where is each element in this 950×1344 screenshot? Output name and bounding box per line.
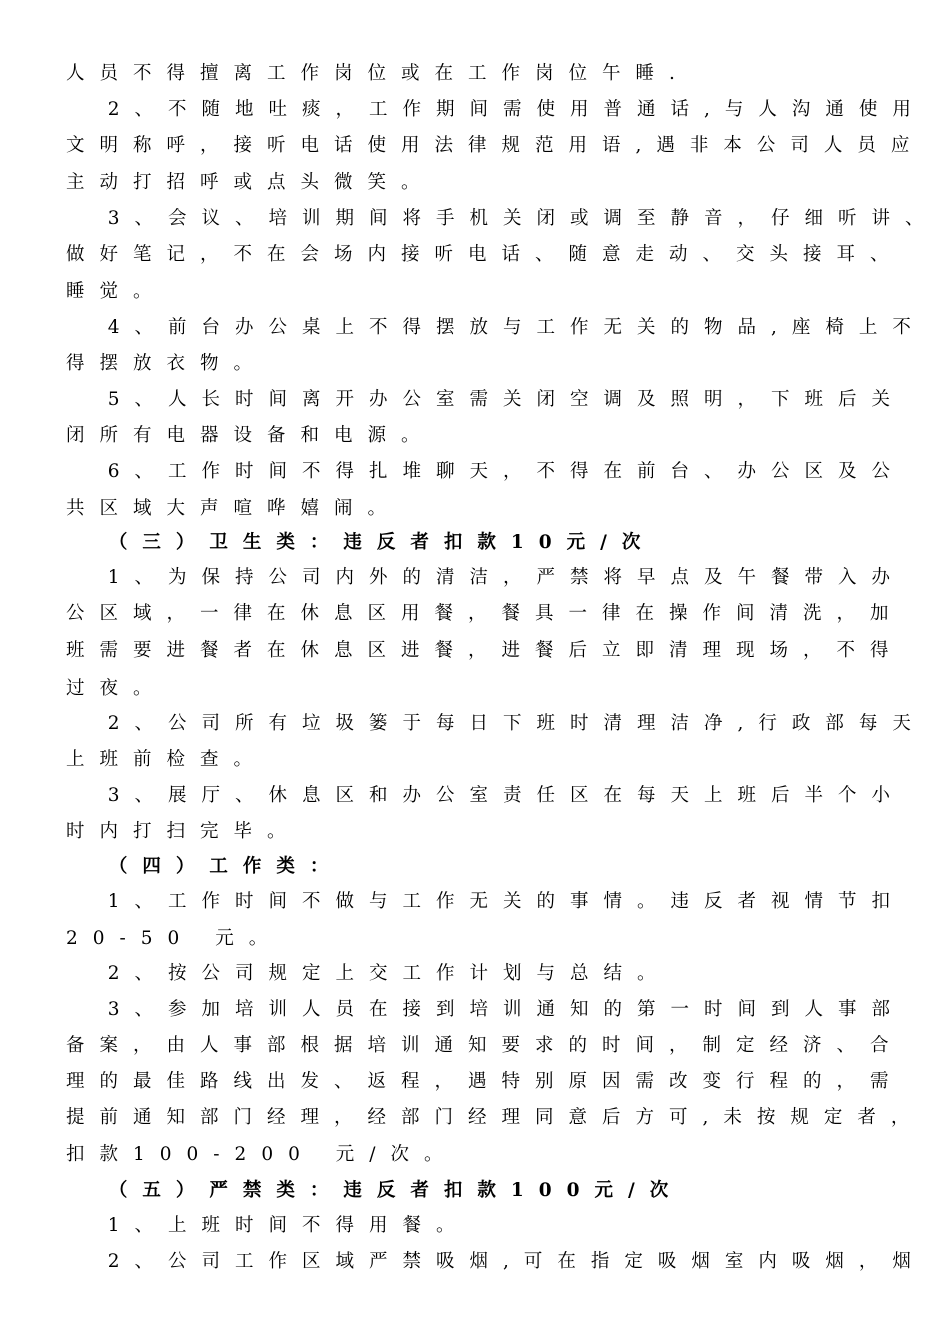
text-line: 3、展厅、休息区和办公室责任区在每天上班后半个小 xyxy=(66,785,906,806)
text-line: 公区域，一律在休息区用餐，餐具一律在操作间清洗，加 xyxy=(66,603,904,624)
text-line: 主动打招呼或点头微笑。 xyxy=(66,172,435,193)
text-line: 提前通知部门经理，经部门经理同意后方可,未按规定者， xyxy=(66,1107,925,1128)
text-line: 班需要进餐者在休息区进餐，进餐后立即清理现场，不得 xyxy=(66,640,904,661)
text-line: 上班前检查。 xyxy=(66,749,268,770)
text-line: 2、按公司规定上交工作计划与总结。 xyxy=(66,963,671,984)
text-line: 理的最佳路线出发、返程，遇特别原因需改变行程的，需 xyxy=(66,1071,904,1092)
text-line: 备案，由人事部根据培训通知要求的时间，制定经济、合 xyxy=(66,1035,904,1056)
text-line: 过夜。 xyxy=(66,678,167,699)
text-line: 20-50 元。 xyxy=(66,928,283,949)
section-heading: （五）严禁类：违反者扣款100元/次 xyxy=(66,1180,684,1201)
text-line: 做好笔记，不在会场内接听电话、随意走动、交头接耳、 xyxy=(66,244,904,265)
text-line: 2、不随地吐痰，工作期间需使用普通话,与人沟通使用 xyxy=(66,99,926,120)
text-line: 4、前台办公桌上不得摆放与工作无关的物品,座椅上不 xyxy=(66,317,926,338)
text-line: 得摆放衣物。 xyxy=(66,353,268,374)
text-line: 闭所有电器设备和电源。 xyxy=(66,425,435,446)
text-line: 睡觉。 xyxy=(66,281,167,302)
text-line: 共区域大声喧哗嬉闹。 xyxy=(66,498,402,519)
text-line: 人员不得擅离工作岗位或在工作岗位午睡. xyxy=(66,63,690,84)
text-line: 文明称呼，接听电话使用法律规范用语,遇非本公司人员应 xyxy=(66,135,925,156)
section-heading: （三）卫生类：违反者扣款10元/次 xyxy=(66,532,656,553)
text-line: 3、参加培训人员在接到培训通知的第一时间到人事部 xyxy=(66,999,906,1020)
text-line: 2、公司工作区域严禁吸烟,可在指定吸烟室内吸烟，烟 xyxy=(66,1251,926,1272)
text-line: 2、公司所有垃圾篓于每日下班时清理洁净,行政部每天 xyxy=(66,713,926,734)
text-line: 时内打扫完毕。 xyxy=(66,821,301,842)
section-heading: （四）工作类： xyxy=(66,856,344,877)
text-line: 5、人长时间离开办公室需关闭空调及照明，下班后关 xyxy=(66,389,906,410)
text-line: 1、上班时间不得用餐。 xyxy=(66,1215,470,1236)
text-line: 3、会议、培训期间将手机关闭或调至静音，仔细听讲、 xyxy=(66,208,939,229)
text-line: 6、工作时间不得扎堆聊天，不得在前台、办公区及公 xyxy=(66,461,906,482)
text-line: 1、工作时间不做与工作无关的事情。违反者视情节扣 xyxy=(66,891,906,912)
text-line: 1、为保持公司内外的清洁，严禁将早点及午餐带入办 xyxy=(66,567,906,588)
text-line: 扣款100-200 元/次。 xyxy=(66,1144,458,1165)
